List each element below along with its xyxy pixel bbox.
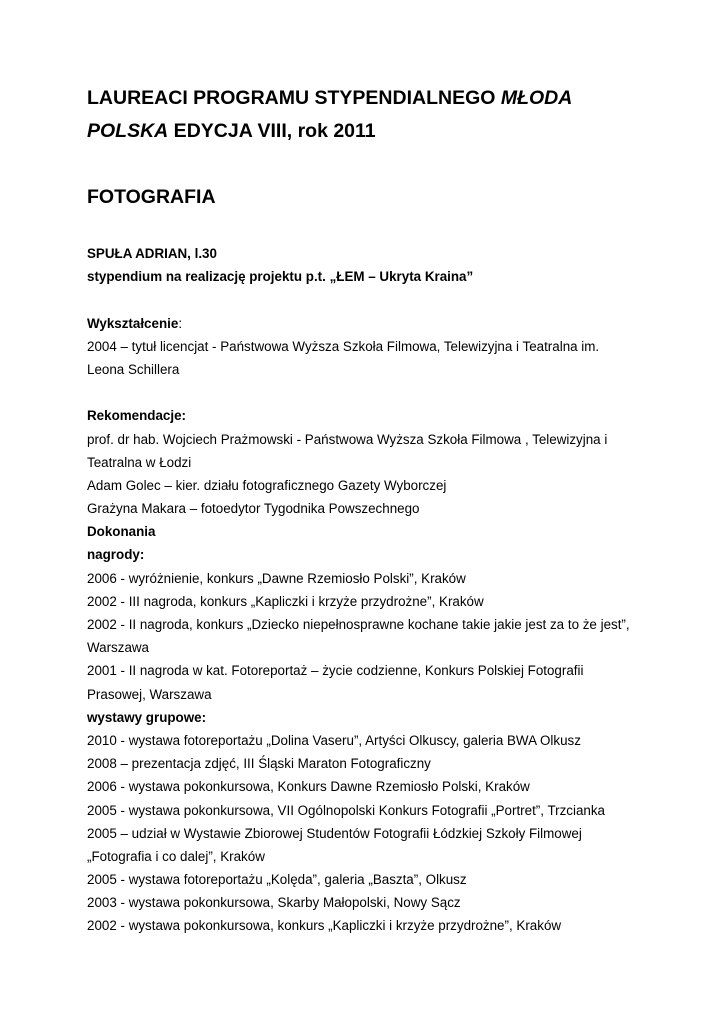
education-line: 2004 – tytuł licencjat - Państwowa Wyższa Szkoła Filmowa, Telewizyjna i Teatralna im. <box>87 338 600 354</box>
spacer <box>87 288 687 311</box>
recommendations-label: Rekomendacje: <box>87 408 186 424</box>
exhibition-line: 2005 - wystawa fotoreportażu „Kolęda”, galeria „Baszta”, Olkusz <box>87 872 467 888</box>
achievements-label: Dokonania <box>87 524 156 540</box>
exhibition-line: 2005 – udział w Wystawie Zbiorowej Studentów Fotografii Łódzkiej Szkoły Filmowej <box>87 825 582 841</box>
document-title <box>87 82 687 148</box>
education-colon: : <box>178 315 183 331</box>
laureate-name: SPUŁA ADRIAN, l.30 <box>87 246 217 261</box>
exhibition-line: 2008 – prezentacja zdjęć, III Śląski Maraton Fotograficzny <box>87 756 431 772</box>
exhibition-line: 2005 - wystawa pokonkursowa, VII Ogólnopolski Konkurs Fotografii „Portret”, Trzcianka <box>87 802 605 818</box>
exhibition-line: 2003 - wystawa pokonkursowa, Skarby Małopolski, Nowy Sącz <box>87 895 461 911</box>
education-label: Wykształcenie <box>87 315 179 331</box>
education-line: Leona Schillera <box>87 361 180 377</box>
title-line1-italic: MŁODA <box>500 87 573 109</box>
section-heading: FOTOGRAFIA <box>87 186 216 208</box>
title-line1-text: LAUREACI PROGRAMU STYPENDIALNEGO <box>87 87 501 109</box>
award-line: 2006 - wyróżnienie, konkurs „Dawne Rzemiosło Polski”, Kraków <box>87 570 466 586</box>
group-exhibitions-label: wystawy grupowe: <box>87 709 207 725</box>
awards-label: nagrody: <box>87 547 145 563</box>
exhibition-line: 2006 - wystawa pokonkursowa, Konkurs Dawne Rzemiosło Polski, Kraków <box>87 779 530 795</box>
title-line2-text: EDYCJA VIII, rok 2011 <box>168 120 376 142</box>
document-body <box>87 242 687 938</box>
award-line: 2002 - III nagroda, konkurs „Kapliczki i krzyże przydrożne”, Kraków <box>87 593 484 609</box>
title-line2-italic: POLSKA <box>87 120 169 142</box>
recommendation-line: Grażyna Makara – fotoedytor Tygodnika Powszechnego <box>87 501 420 517</box>
education-heading <box>87 312 687 335</box>
award-line: 2001 - II nagroda w kat. Fotoreportaż – życie codzienne, Konkurs Polskiej Fotografii <box>87 663 584 679</box>
exhibition-line: „Fotografia i co dalej”, Kraków <box>87 848 265 864</box>
recommendation-line: prof. dr hab. Wojciech Prażmowski - Państwowa Wyższa Szkoła Filmowa , Telewizyjna i <box>87 431 608 447</box>
exhibition-line: 2010 - wystawa fotoreportażu „Dolina Vaseru”, Artyści Olkuscy, galeria BWA Olkusz <box>87 732 581 748</box>
recommendation-line: Teatralna w Łodzi <box>87 454 192 470</box>
laureate-project: stypendium na realizację projektu p.t. „ŁEM – Ukryta Kraina” <box>87 269 474 285</box>
award-line: Prasowej, Warszawa <box>87 686 212 702</box>
spacer <box>87 381 687 404</box>
exhibition-line: 2002 - wystawa pokonkursowa, konkurs „Kapliczki i krzyże przydrożne”, Kraków <box>87 918 562 934</box>
award-line: Warszawa <box>87 640 150 656</box>
award-line: 2002 - II nagroda, konkurs „Dziecko niepełnosprawne kochane takie jakie jest za to że jest”, <box>87 617 630 632</box>
recommendation-line: Adam Golec – kier. działu fotograficznego Gazety Wyborczej <box>87 477 447 493</box>
